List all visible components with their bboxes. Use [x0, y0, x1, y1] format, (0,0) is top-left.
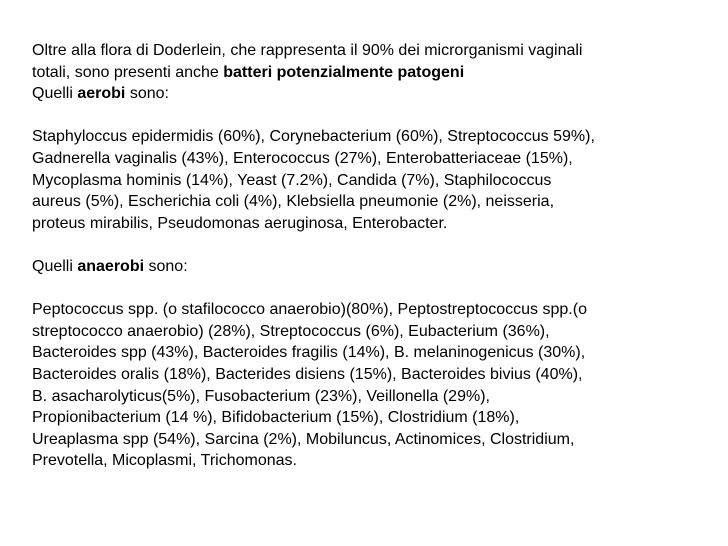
intro-line-2-text: totali, sono presenti anche [32, 63, 224, 81]
aerobi-heading-bold: aerobi [77, 85, 126, 103]
aerobi-heading [32, 83, 702, 105]
aerobi-heading-post: sono: [125, 85, 169, 103]
anaerobi-heading [32, 256, 702, 278]
spacer [32, 278, 702, 300]
anaerobi-line: streptococco anaerobio) (28%), Streptococcus (6%), Eubacterium (36%), [32, 322, 550, 340]
anaerobi-heading-post: sono: [144, 257, 188, 275]
anaerobi-line: Propionibacterium (14 %), Bifidobacterium (15%), Clostridium (18%), [32, 409, 520, 427]
anaerobi-line: B. asacharolyticus(5%), Fusobacterium (23%), Veillonella (29%), [32, 387, 490, 405]
spacer [32, 105, 702, 127]
intro-line-1: Oltre alla flora di Doderlein, che rappresenta il 90% dei microrganismi vaginali [32, 42, 583, 59]
aerobi-heading-pre: Quelli [32, 85, 78, 103]
anaerobi-line: Peptococcus spp. (o stafilococco anaerobio)(80%), Peptostreptococcus spp.(o [32, 301, 587, 319]
intro-line-2 [32, 62, 702, 84]
anaerobi-line: Prevotella, Micoplasmi, Trichomonas. [32, 452, 297, 470]
anaerobi-line: Bacteroides oralis (18%), Bacterides disiens (15%), Bacteroides bivius (40%), [32, 365, 583, 383]
anaerobi-line: Bacteroides spp (43%), Bacteroides fragilis (14%), B. melaninogenicus (30%), [32, 344, 586, 362]
document-body [32, 40, 702, 472]
anaerobi-line: Ureaplasma spp (54%), Sarcina (2%), Mobiluncus, Actinomices, Clostridium, [32, 430, 575, 448]
aerobi-line: Staphyloccus epidermidis (60%), Corynebacterium (60%), Streptococcus 59%), [32, 128, 595, 146]
aerobi-line: proteus mirabilis, Pseudomonas aeruginosa, Enterobacter. [32, 214, 448, 232]
spacer [32, 234, 702, 256]
anaerobi-heading-pre: Quelli [32, 257, 78, 275]
aerobi-line: Mycoplasma hominis (14%), Yeast (7.2%), Candida (7%), Staphilococcus [32, 171, 552, 189]
aerobi-line: aureus (5%), Escherichia coli (4%), Klebsiella pneumonie (2%), neisseria, [32, 193, 555, 211]
anaerobi-heading-bold: anaerobi [77, 257, 145, 275]
intro-bold-patogeni: batteri potenzialmente patogeni [223, 63, 465, 81]
aerobi-line: Gadnerella vaginalis (43%), Enterococcus (27%), Enterobatteriaceae (15%), [32, 149, 573, 167]
